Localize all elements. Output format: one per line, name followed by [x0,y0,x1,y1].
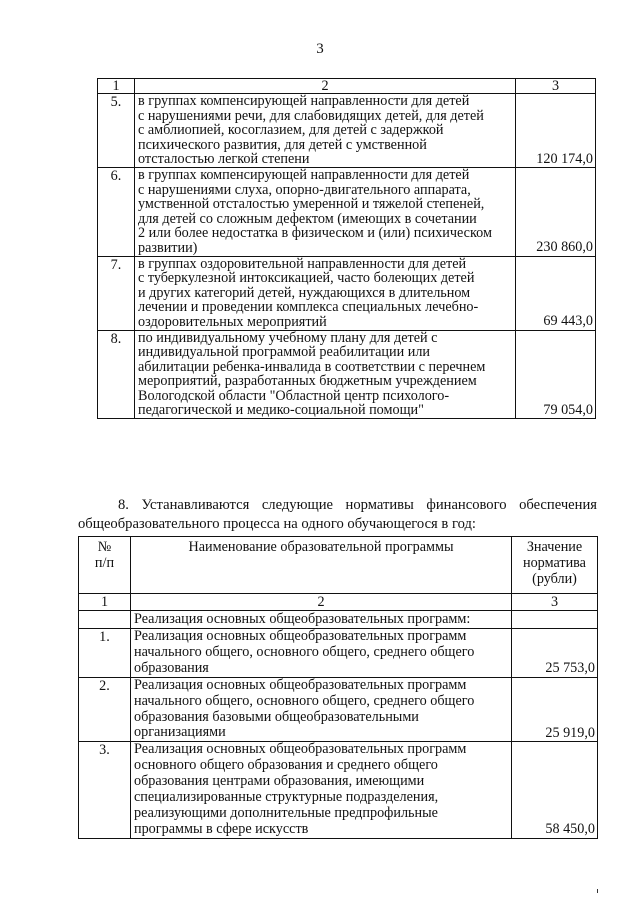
header-value: Значение норматива (рубли) [512,537,598,594]
description-line: начального общего, основного общего, среднего общего [134,643,475,660]
table-row [79,677,598,742]
description-line: организациями [134,724,226,741]
description-line: с туберкулезной интоксикацией, часто болеющих детей [138,270,475,287]
header-number: № п/п [79,537,131,594]
page-number: 3 [316,41,324,57]
row-value: 120 174,0 [516,94,596,168]
description-line: индивидуальной программой реабилитации или [138,344,430,361]
table-row [79,742,598,838]
table-row [98,256,596,330]
row-description [131,677,512,742]
description-line: умственной отсталостью умеренной и тяжелой степеней, [138,196,485,213]
description-line: Вологодской области "Областной центр психолого- [138,387,450,404]
description-line: и других категорий детей, нуждающихся в длительном [138,284,471,301]
allowance-table-continued [97,78,596,419]
row-description [135,330,516,419]
table-index-row [79,594,598,611]
table-row [98,94,596,168]
row-number: 7. [98,256,135,330]
description-line: в группах оздоровительной направленности для детей [138,255,467,272]
row-value: 230 860,0 [516,167,596,256]
table-header-row [79,537,598,594]
description-line: Реализация основных общеобразовательных программ [134,676,467,693]
row-number: 6. [98,167,135,256]
description-line: отсталостью легкой степени [138,151,310,168]
section-title: Реализация основных общеобразовательных программ: [131,611,512,629]
description-line: психического развития, для детей с умственной [138,136,427,153]
row-value: 25 919,0 [512,677,598,742]
description-line: основного общего образования и среднего общего [134,757,438,774]
header-program-name: Наименование образовательной программы [131,537,512,594]
description-line: специализированные структурные подразделения, [134,789,439,806]
description-line: образования центрами образования, имеющими [134,773,425,790]
column-index: 1 [79,594,131,611]
description-line: по индивидуальному учебному плану для детей с [138,329,438,346]
section-row [79,611,598,629]
row-number: 3. [79,742,131,838]
row-description [135,256,516,330]
row-number: 5. [98,94,135,168]
table-index-row [98,79,596,94]
paragraph-8 [78,496,597,533]
table-row [98,330,596,419]
description-line: оздоровительных мероприятий [138,313,327,330]
table-row [98,167,596,256]
description-line: для детей со сложным дефектом (имеющих в сочетании [138,210,477,227]
column-index: 2 [131,594,512,611]
row-value: 25 753,0 [512,629,598,678]
description-line: образования базовыми общеобразовательными [134,708,419,725]
description-line: реализующими дополнительные предпрофильные [134,804,438,821]
paragraph-line: общеобразовательного процесса на одного обучающегося в год: [78,515,476,532]
description-line: программы в сфере искусств [134,820,309,837]
column-index: 2 [135,79,516,94]
row-description [135,94,516,168]
row-value: 69 443,0 [516,256,596,330]
description-line: абилитации ребенка-инвалида в соответствии с перечнем [138,358,486,375]
description-line: образования [134,659,209,676]
row-number: 1. [79,629,131,678]
description-line: с амблиопией, косоглазием, для детей с задержкой [138,122,444,139]
description-line: лечении и проведении комплекса специальных лечебно- [138,299,479,316]
paragraph-line: 8. Устанавливаются следующие нормативы финансового обеспечения [118,497,597,513]
description-line: Реализация основных общеобразовательных программ [134,628,467,644]
row-number: 2. [79,677,131,742]
table-row [79,629,598,678]
description-line: в группах компенсирующей направленности для детей [138,93,470,109]
description-line: с нарушениями речи, для слабовидящих детей, для детей [138,107,484,124]
row-description [135,167,516,256]
column-index: 3 [516,79,596,94]
row-description [131,629,512,678]
description-line: начального общего, основного общего, среднего общего [134,692,475,709]
description-line: педагогической и медико-социальной помощи" [138,402,424,419]
row-value: 58 450,0 [512,742,598,838]
row-description [131,742,512,838]
scan-mark [597,889,598,893]
description-line: Реализация основных общеобразовательных программ [134,741,467,758]
description-line: развитии) [138,239,198,256]
row-value: 79 054,0 [516,330,596,419]
column-index: 1 [98,79,135,94]
description-line: в группах компенсирующей направленности для детей [138,166,470,183]
column-index: 3 [512,594,598,611]
description-line: мероприятий, разработанных бюджетным учреждением [138,373,477,390]
description-line: 2 или более недостатка в физическом и (или) психическом [138,225,492,242]
row-number: 8. [98,330,135,419]
description-line: с нарушениями слуха, опорно-двигательного аппарата, [138,181,471,198]
standards-table [78,536,598,839]
